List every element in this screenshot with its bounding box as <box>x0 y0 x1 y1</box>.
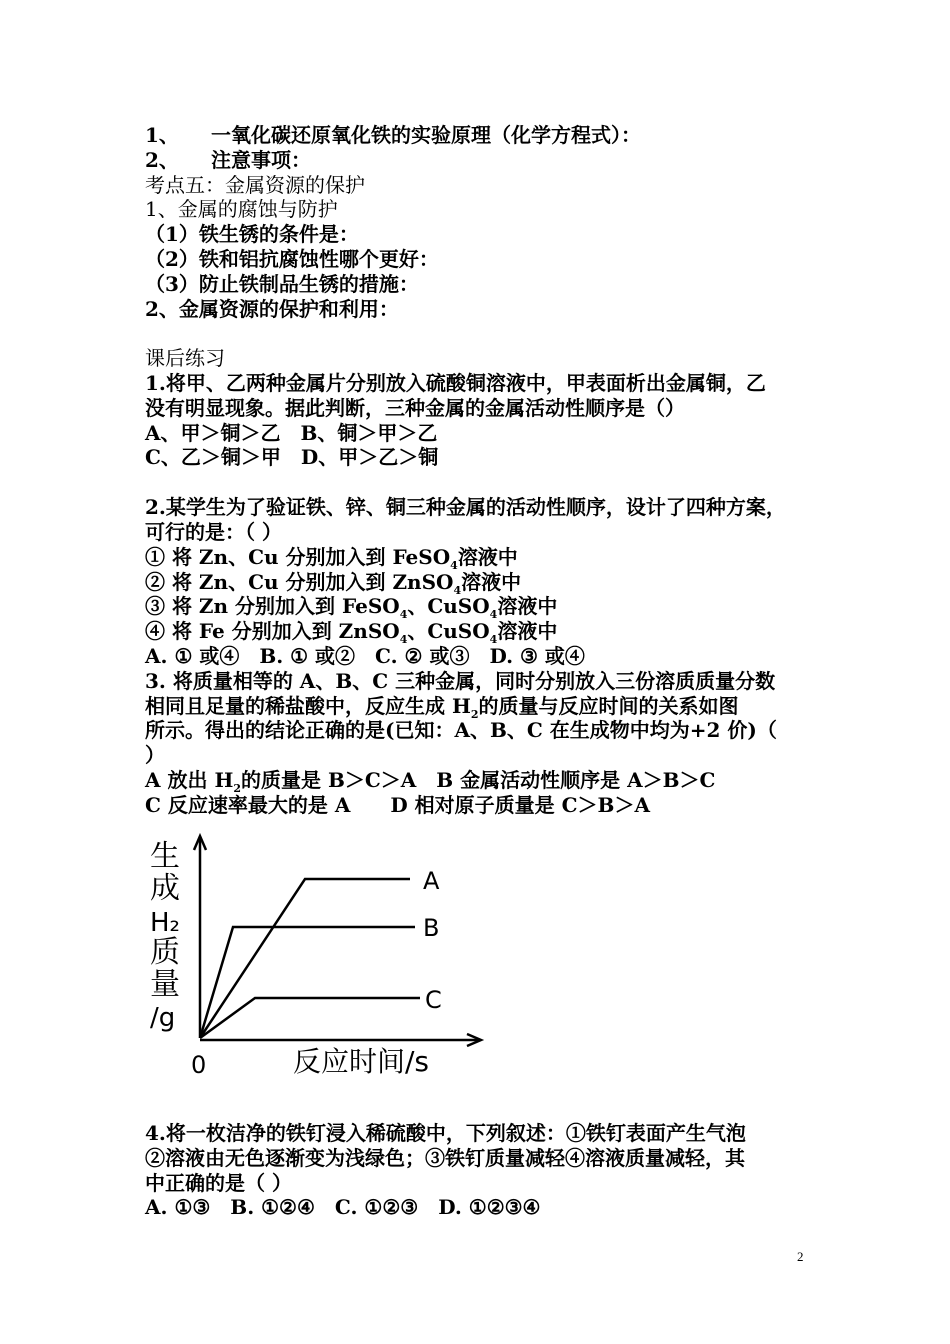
ylabel-char: 成 <box>150 871 180 906</box>
item-precautions <box>145 148 825 173</box>
p1-options-cd: C、乙＞铜＞甲 D、甲＞乙＞铜 <box>145 445 439 470</box>
series-label-c: C <box>425 986 442 1014</box>
p4-line3: 中正确的是（ ） <box>145 1170 292 1195</box>
p3-line2: 相同且足量的稀盐酸中，反应生成 $H_2$的质量与反应时间的关系如图 <box>145 693 739 721</box>
p4-line1: 4.将一枚洁净的铁钉浸入稀硫酸中，下列叙述：①铁钉表面产生气泡 <box>145 1121 746 1145</box>
p4-line2: ②溶液由无色逐渐变为浅绿色；③铁钉质量减轻④溶液质量减轻，其 <box>145 1145 745 1170</box>
item-number: 2、 <box>145 147 179 172</box>
p3-options-ab: A 放出 $H_2$的质量是 B＞C＞A B 金属活动性顺序是 A＞B＞C <box>145 767 716 795</box>
series-label-b: B <box>423 914 440 942</box>
p4-options: A. ①③ B. ①②④ C. ①②③ D. ①②③④ <box>145 1195 541 1220</box>
question-rust-prevention: （3）防止铁制品生锈的措施： <box>145 271 419 296</box>
series-label-a: A <box>423 867 440 895</box>
question-corrosion-resistance: （2）铁和铝抗腐蚀性哪个更好： <box>145 246 439 271</box>
item-number: 1、 <box>145 123 179 147</box>
line-c <box>200 998 420 1038</box>
p3-options-cd: C 反应速率最大的是 A D 相对原子质量是 C＞B＞A <box>145 792 650 817</box>
p1-line1: 1.将甲、乙两种金属片分别放入硫酸铜溶液中，甲表面析出金属铜，乙 <box>145 370 766 395</box>
item-co-reduction <box>145 123 825 148</box>
p1-options-ab: A、甲＞铜＞乙 B、铜＞甲＞乙 <box>145 420 438 445</box>
subheading-corrosion: 1、金属的腐蚀与防护 <box>145 197 338 222</box>
p2-options: A. ① 或④ B. ① 或② C. ② 或③ D. ③ 或④ <box>145 643 585 668</box>
p2-line2: 可行的是：（ ） <box>145 519 282 544</box>
p2-scheme-3: ③ 将 Zn 分别加入到 FeSO$_4$、CuSO$_4$溶液中 <box>145 594 558 622</box>
ylabel-char: 质 <box>150 935 180 970</box>
ylabel-char: H₂ <box>150 908 180 938</box>
ylabel-char: /g <box>150 1003 176 1033</box>
reaction-graph <box>145 828 490 1083</box>
p2-line1: 2.某学生为了验证铁、锌、铜三种金属的活动性顺序，设计了四种方案， <box>145 495 786 520</box>
section-heading: 考点五：金属资源的保护 <box>145 172 365 197</box>
p2-scheme-1: ① 将 Zn、Cu 分别加入到 FeSO$_4$溶液中 <box>145 544 518 572</box>
p2-scheme-2: ② 将 Zn、Cu 分别加入到 ZnSO$_4$溶液中 <box>145 569 522 597</box>
ylabel-char: 生 <box>150 839 180 874</box>
page-number: 2 <box>797 1249 804 1264</box>
p3-line3: 所示。得出的结论正确的是(已知：A、B、C 在生成物中均为+2 价)（ <box>145 718 777 743</box>
origin-label: 0 <box>191 1051 207 1079</box>
practice-heading: 课后练习 <box>145 346 225 371</box>
subheading-resource-protection: 2、金属资源的保护和利用： <box>145 296 399 321</box>
line-b <box>200 927 415 1038</box>
x-axis-label: 反应时间/s <box>293 1045 430 1078</box>
p3-line4: ） <box>145 743 165 768</box>
p1-line2: 没有明显现象。据此判断，三种金属的金属活动性顺序是（） <box>145 395 685 420</box>
question-4 <box>145 1121 825 1220</box>
document-body <box>145 123 825 818</box>
item-text: 一氧化碳还原氧化铁的实验原理（化学方程式）： <box>211 123 641 147</box>
p3-line1: 3. 将质量相等的 A、B、C 三种金属，同时分别放入三份溶质质量分数 <box>145 668 776 693</box>
item-text: 注意事项： <box>211 147 311 172</box>
p2-scheme-4: ④ 将 Fe 分别加入到 ZnSO$_4$、CuSO$_4$溶液中 <box>145 619 558 647</box>
question-rust-conditions: （1）铁生锈的条件是： <box>145 222 359 247</box>
ylabel-char: 量 <box>150 967 180 1002</box>
